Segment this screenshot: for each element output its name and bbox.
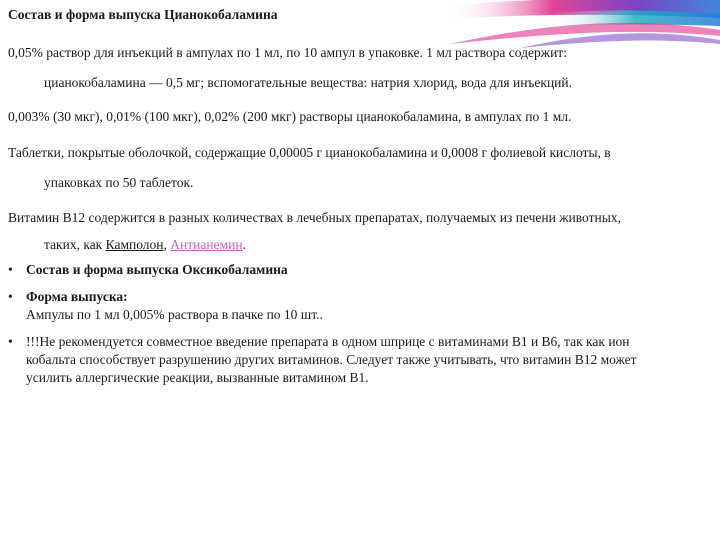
paragraph-3-line-1: Таблетки, покрытые оболочкой, содержащие 0,00005 г цианокобаламина и 0,0008 г фолиевой кислоты, в — [8, 145, 611, 160]
bullet-1-marker: • — [8, 262, 13, 277]
paragraph-2-line-1: 0,003% (30 мкг), 0,01% (100 мкг), 0,02% (200 мкг) растворы цианокобаламина, в ампулах по 1 мл. — [8, 109, 572, 124]
paragraph-1-line-1: 0,05% раствор для инъекций в ампулах по 1 мл, по 10 ампул в упаковке. 1 мл раствора содержит: — [8, 45, 567, 60]
page-title: Состав и форма выпуска Цианокобаламина — [8, 7, 278, 22]
bullet-2-text: Ампулы по 1 мл 0,005% раствора в пачке по 10 шт.. — [26, 307, 323, 322]
paragraph-4-line-1: Витамин В12 содержится в разных количествах в лечебных препаратах, получаемых из печени животных, — [8, 210, 621, 225]
paragraph-4-line-2 — [44, 236, 246, 254]
bullet-2-heading: Форма выпуска: — [26, 289, 128, 304]
bullet-3-marker: • — [8, 334, 13, 349]
bullet-3-line-2: кобальта способствует разрушению других витаминов. Следует также учитывать, что витамин В12 может — [26, 352, 637, 367]
paragraph-4-suffix: . — [242, 237, 246, 252]
bullet-3-line-1: !!!Не рекомендуется совместное введение препарата в одном шприце с витаминами В1 и В6, так как ион — [26, 334, 630, 349]
link-separator: , — [163, 237, 171, 252]
link-kampolon[interactable]: Камполон — [105, 237, 164, 252]
bullet-1-text: Состав и форма выпуска Оксикобаламина — [26, 262, 288, 277]
link-antianemin[interactable]: Антианемин — [170, 237, 243, 252]
paragraph-4-prefix: таких, как — [44, 237, 106, 252]
paragraph-1-line-2: цианокобаламина — 0,5 мг; вспомогательные вещества: натрия хлорид, вода для инъекций. — [44, 75, 572, 90]
bullet-3-line-3: усилить аллергические реакции, вызванные витамином В1. — [26, 370, 369, 385]
paragraph-3-line-2: упаковках по 50 таблеток. — [44, 175, 194, 190]
bullet-2-marker: • — [8, 289, 13, 304]
